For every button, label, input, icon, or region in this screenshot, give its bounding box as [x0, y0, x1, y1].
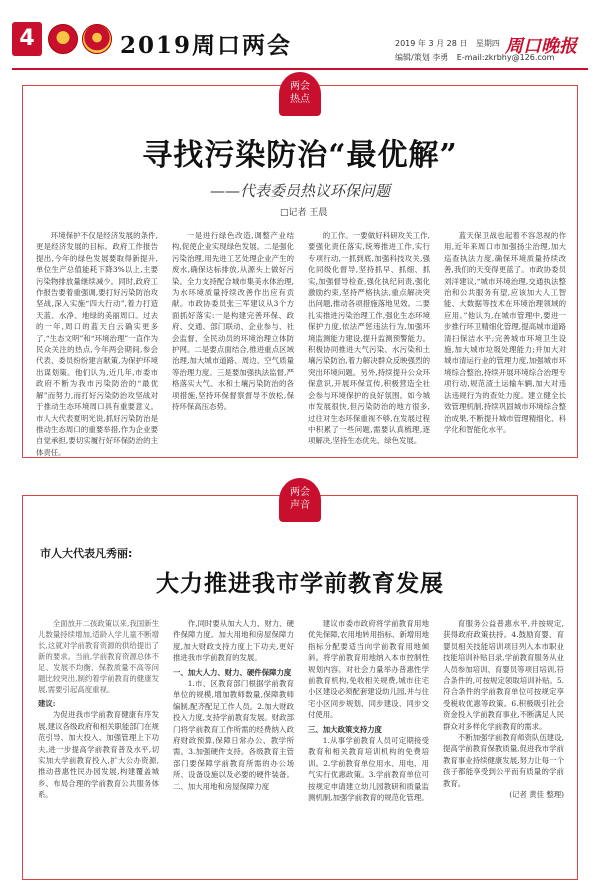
article1-badge	[279, 72, 321, 116]
article1-byline: □记者 王晨	[280, 208, 328, 218]
article1-paragraph: 环境保护不仅是经济发展的条件,更是经济发展的目标。政府工作报告提出,今年的绿色发展要取得新提升,单位生产总值能耗下降3%以上,主要污染物排放量继续减少。同时,政府工作报告要着重强调,要打好污染防治攻坚战,深入实施“四大行动”,着力打造天蓝、水净、地绿的美丽周口。过去的一年,周口的蓝天白云确实更多了,“生态文明”和“环境治理”一直作为民众关注的热点,今年两会期间,参会代表、委员纷纷建言献策,为保护环境出谋划策。他们认为,近几年,市委市政府不断为我市污染防治的“最优解”而努力,而打好污染防治攻坚战对于推动生态环境周口具有重要意义。市人大代表夏明光说,抓好污染防治是推动生态周口的重要举措,作为企业要自觉承担,要切实履行好环保防治的主体责任。	[36, 231, 158, 457]
article2-badge	[279, 478, 321, 522]
article1-badge-line1: 两会	[290, 81, 310, 92]
article2-body	[38, 618, 564, 873]
article2-kicker: 市人大代表凡秀丽:	[40, 547, 133, 560]
issue-weekday: 星期四	[475, 39, 500, 48]
page-number: 4	[12, 22, 42, 56]
newspaper-logo: 周口晚报	[505, 36, 577, 57]
masthead	[0, 0, 600, 72]
article1-subtitle: ——代表委员热议环保问题	[209, 182, 390, 200]
article1-column	[444, 230, 566, 450]
editor: 编辑/策划 李勇	[395, 53, 449, 62]
issue-date: 2019 年 3 月 28 日	[395, 39, 468, 48]
article2-title: 大力推进我市学前教育发展	[156, 570, 444, 597]
email: E-mail:zkrbhy@126.com	[456, 53, 555, 62]
article1-body	[36, 230, 566, 457]
article1-column	[172, 230, 294, 450]
article1-paragraph: 的工作。一要做好科研攻关工作,要强化责任落实,统筹推进工作,实行专项行动,一抓到底,加强科技攻关,强化同级化督导,坚持抓早、抓细、抓实,加强督导检查,强化执纪问责,强化激励约束,坚持严格执法,重点解决突出问题,推动各项措施落地见效。二要扎实推进污染治理工作,强化生态环境保护力度,依法严惩违法行为,加强环境监测能力建设,提升监测预警能力。积极协同推进大气污染、水污染和土壤污染防治,着力解决群众反映强烈的突出环境问题。另外,持续提升公众环保意识,开展环保宣传,积极营造全社会参与环境保护的良好氛围。如今城市发展很快,但污染防治的地方很多,过往对生态环保重视不够,在发展过程中积累了一些问题,需要认真梳理,逐项解决,坚持生态优先、绿色发展。	[308, 231, 430, 446]
article2-column	[443, 618, 564, 873]
article1-column	[36, 230, 158, 457]
article2-paragraph: 作,同时要从加大人力、财力、硬件保障力度。加大用地和房屋保障力度,加大财政支持力度上下功夫,更好推进我市学前教育的发展。	[173, 619, 294, 663]
article2-column	[38, 618, 159, 873]
article2-heading: 三、加大政策支持力度	[308, 724, 382, 734]
article2-paragraph: 为促进我市学前教育健康有序发展,建议各级政府和相关职能部门在规范引导、加大投入、加强管理上下功夫,进一步提高学前教育普及水平,切实加大学前教育投入,扩大公办资源,推动普惠性民办园发展,构建覆盖城乡、布局合理的学前教育公共服务体系。	[38, 710, 159, 800]
article1-title: 寻找污染防治“最优解”	[142, 138, 458, 173]
masthead-rule	[12, 68, 588, 70]
national-emblem-icon	[48, 24, 78, 54]
article2-badge-line1: 两会	[290, 487, 310, 498]
article2-column	[308, 618, 429, 873]
article2-paragraph: 1.市、区教育部门根据学前教育单位的规模,增加教师数量,保障教师编制,配齐配足工作人员。2.加大财政投入力度,支持学前教育发展。财政部门将学前教育工作所需的经费纳入政府财政预算,保障日常办公、教学所需。3.加强硬件支持。各级教育主管部门要保障学前教育所需的办公场所、设备设施以及必要的硬件装备。二、加大用地和房屋保障力度	[173, 679, 294, 791]
date-line	[395, 38, 506, 49]
article2-heading: 一、加大人力、财力、硬件保障力度	[173, 667, 292, 677]
section-title: 2019周口两会	[120, 32, 293, 59]
article2-signature: (记者 黄佳 整理)	[509, 790, 564, 800]
article2-paragraph: 1.从事学前教育人员可定期接受教育和相关教育培训机构的免费培训。2.学前教育单位用水、用电、用气实行优惠政策。3.学前教育单位可按规定申请建立幼儿园教研和质量监测机制,加强学前教育的规范化管理。	[308, 736, 429, 803]
article2-heading: 建议:	[38, 699, 56, 708]
cppcc-emblem-icon	[82, 24, 112, 54]
article1-paragraph: 蓝天保卫战也起着不容忽视的作用,近年来周口市加强扬尘治理,加大巡查执法力度,确保环境质量持续改善,我们的天变得更蓝了。市政协委员刘洋建议,“城市环境治理,交通执法整治和公共服务有望,应该加大人工智能、大数据等技术在环境治理领域的应用。”他认为,在城市管理中,要进一步推行环卫精细化管理,提高城市道路清扫保洁水平;完善城市环境卫生设施,加大城市垃圾处理能力;并加大对城市清运行业的管理力度,加强城市环境综合整治,持续开展环境综合治理专项行动,规范渣土运输车辆,加大对违法违规行为的查处力度。建立健全长效管理机制,持续巩固城市环境综合整治成果,不断提升城市管理精细化、科学化和智能化水平。	[444, 231, 566, 434]
article2-paragraph: 不断加强学前教育师资队伍建设,提高学前教育保教质量,促进我市学前教育事业持续健康发展,努力让每一个孩子都能享受到公平而有质量的学前教育。	[443, 733, 564, 788]
article2-badge-line2: 声音	[290, 500, 310, 511]
article2-paragraph: 育服务公益普惠水平,并按规定,获得政府政策扶持。4.鼓励育婴、育婴员相关技能培训项目列入本市职业技能培训补贴目录,学前教育服务从业人员参加培训、育婴员等项目培训,符合条件的,可按规定领取培训补贴。5.符合条件的学前教育单位可按规定享受税收优惠等政策。6.积极吸引社会资金投入学前教育事业,不断满足人民群众对多样化学前教育的需求。	[443, 619, 564, 731]
article2-column	[173, 618, 294, 873]
article1-column	[308, 230, 430, 450]
article1-badge-line2: 热点	[290, 94, 310, 105]
article2-lead: 全面放开二孩政策以来,我国新生儿数量持续增加,适龄入学儿童不断增长,这就对学前教育资源的供给提出了新的要求。当前,学前教育资源总体不足、发展不均衡、保教质量不高等问题比较突出,制约着学前教育的健康发展,需要引起高度重视。	[38, 619, 159, 694]
article2-paragraph: 建议市委市政府将学前教育用地优先保障,农用地转用指标、新增用地指标分配要适当向学前教育用地倾斜。将学前教育用地纳入本市控制性规划内容。对社会力量举办普惠性学前教育机构,免收相关规费,城市住宅小区建设必须配套建设幼儿园,并与住宅小区同步规划、同步建设、同步交付使用。	[308, 619, 429, 720]
article1-paragraph: 一是进行绿色改造,调整产业结构,促使企业实现绿色发展。二是强化污染治理,用先进工艺处理企业产生的废水,确保达标排放,从源头上做好污染。全力支持配合城市集美水体治理,为水环境质量持续改善作出应有贡献。市政协委员张三军建议从3个方面抓好落实:一是构建完善环保、政府、交通、部门联动、企业参与、社会监督、全民动员的环境治理立体防护网。二是要点面结合,推进重点区域治理,加大城市道路、周边、空气质量等治理力度。三是要加强执法监督,严格落实大气、水和土壤污染防治的各项措施,坚持环保督察督导不放松,保持环保高压态势。	[172, 231, 294, 412]
